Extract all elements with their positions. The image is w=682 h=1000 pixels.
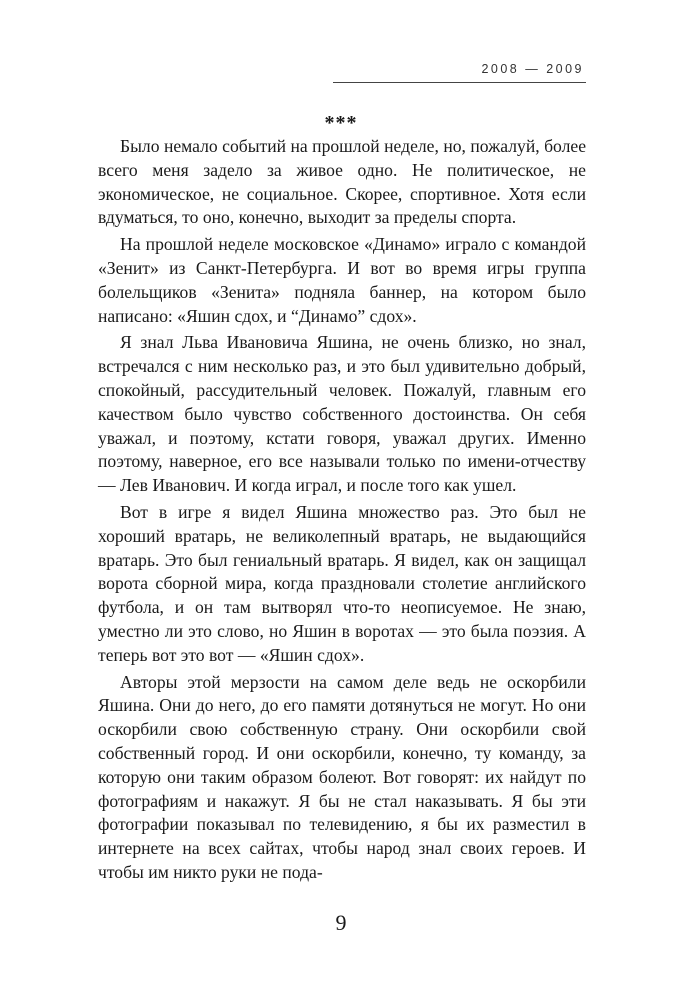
paragraph-4: Вот в игре я видел Яшина множество раз. Это был не хороший вратарь, не великолепный вратарь, не выдающийся вратарь. Это был гениальный вратарь. Я видел, как он защищал ворота сборной мира, когда праздновали столетие английского футбола, и он там вытворял что-то неописуемое. Не знаю, уместно ли это слово, но Яшин в воротах — это была поэзия. А теперь вот это вот — «Яшин сдох». xyxy=(98,501,586,665)
paragraph-2: На прошлой неделе московское «Динамо» играло с командой «Зенит» из Санкт-Петербурга. И вот во время игры группа болельщиков «Зенита» подняла баннер, на котором было написано: «Яшин сдох, и “Динамо” сдох». xyxy=(98,234,586,326)
page-number: 9 xyxy=(335,910,347,935)
header-rule xyxy=(333,82,586,83)
section-separator: *** xyxy=(324,112,358,134)
running-head: 2008 — 2009 xyxy=(481,62,584,76)
body-text xyxy=(98,135,586,885)
paragraph-3: Я знал Льва Ивановича Яшина, не очень близко, но знал, встречался с ним несколько раз, и это был удивительно добрый, спокойный, рассудительный человек. Пожалуй, главным его качеством было чувство собственного достоинства. Он себя уважал, и поэтому, кстати говоря, уважал других. Именно поэтому, наверное, его все называли только по имени-отчеству — Лев Иванович. И когда играл, и после того как ушел. xyxy=(98,332,586,496)
paragraph-1: Было немало событий на прошлой неделе, но, пожалуй, более всего меня задело за живое одно. Не политическое, не экономическое, не социальное. Скорее, спортивное. Хотя если вдуматься, то оно, конечно, выходит за пределы спорта. xyxy=(98,136,586,228)
paragraph-5: Авторы этой мерзости на самом деле ведь не оскорбили Яшина. Они до него, до его памяти дотянуться не могут. Но они оскорбили свою собственную страну. Они оскорбили свой собственный город. И они оскорбили, конечно, ту команду, за которую они таким образом болеют. Вот говорят: их найдут по фотографиям и накажут. Я бы не стал наказывать. Я бы эти фотографии показывал по телевидению, я бы их разместил в интернете на всех сайтах, чтобы народ знал своих героев. И чтобы им никто руки не пода- xyxy=(98,671,586,882)
